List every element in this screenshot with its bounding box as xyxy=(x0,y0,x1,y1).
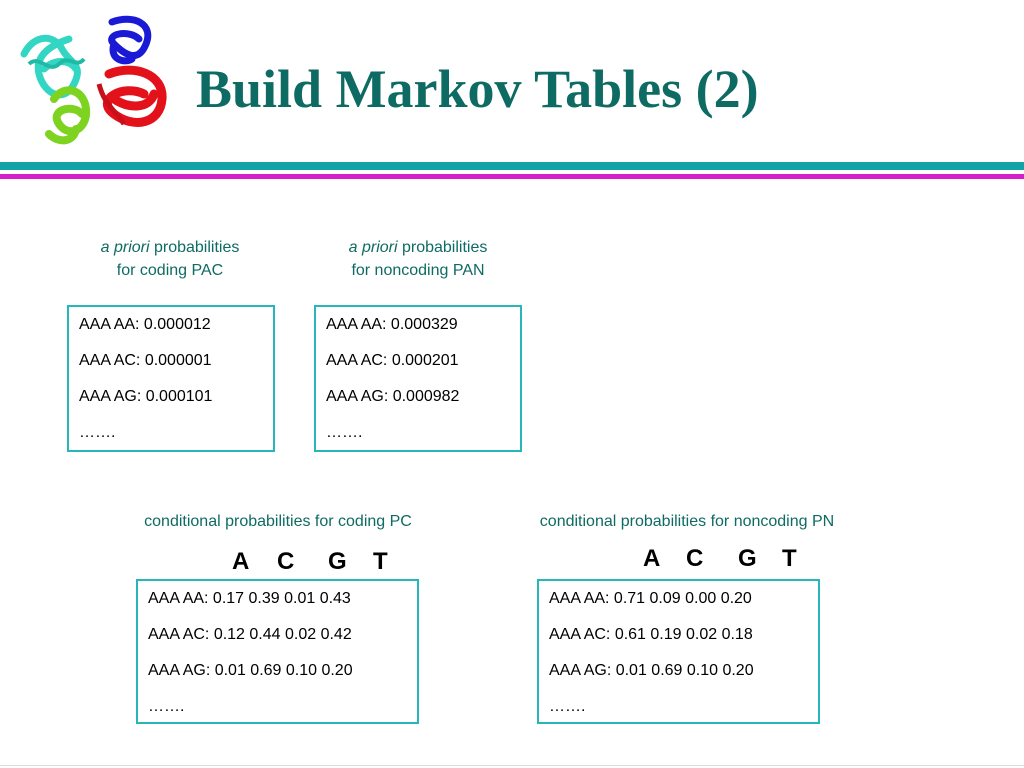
header-divider-teal xyxy=(0,162,1024,170)
page-title: Build Markov Tables (2) xyxy=(196,59,759,119)
table-row-ellipsis: ……. xyxy=(79,424,116,441)
table-row-ellipsis: ……. xyxy=(549,698,586,715)
table-row: AAA AG: 0.01 0.69 0.10 0.20 xyxy=(148,662,353,679)
protein-structure-icon xyxy=(14,14,174,154)
table-row: AAA AG: 0.000101 xyxy=(79,388,213,405)
table-row: AAA AC: 0.000001 xyxy=(79,352,212,369)
table-row: AAA AG: 0.01 0.69 0.10 0.20 xyxy=(549,662,754,679)
table-row: AAA AG: 0.000982 xyxy=(326,388,460,405)
table-row-ellipsis: ……. xyxy=(148,698,185,715)
cond-noncoding-table xyxy=(537,579,820,724)
header-g: G xyxy=(738,545,757,572)
header-a: A xyxy=(643,545,661,572)
header-c: C xyxy=(686,545,704,572)
priori-coding-caption-italic: a priori xyxy=(100,239,150,256)
priori-coding-caption xyxy=(60,236,280,282)
priori-noncoding-caption xyxy=(308,236,528,282)
cond-coding-headers xyxy=(232,550,402,576)
priori-coding-caption-line2: for coding PAC xyxy=(116,262,224,279)
header-g: G xyxy=(328,548,347,575)
header-t: T xyxy=(373,548,388,575)
cond-coding-table xyxy=(136,579,419,724)
table-row-ellipsis: ……. xyxy=(326,424,363,441)
table-row: AAA AA: 0.000012 xyxy=(79,316,211,333)
header-divider-magenta xyxy=(0,174,1024,179)
table-row: AAA AC: 0.12 0.44 0.02 0.42 xyxy=(148,626,352,643)
priori-noncoding-caption-rest: probabilities xyxy=(397,239,488,256)
header-a: A xyxy=(232,548,250,575)
cond-noncoding-headers xyxy=(643,547,813,573)
table-row: AAA AA: 0.71 0.09 0.00 0.20 xyxy=(549,590,752,607)
cond-coding-caption: conditional probabilities for coding PC xyxy=(144,513,412,530)
table-row: AAA AC: 0.000201 xyxy=(326,352,459,369)
priori-coding-table xyxy=(67,305,275,452)
priori-noncoding-table xyxy=(314,305,522,452)
header-c: C xyxy=(277,548,295,575)
footer-divider xyxy=(0,765,1024,766)
table-row: AAA AA: 0.17 0.39 0.01 0.43 xyxy=(148,590,351,607)
priori-noncoding-caption-line2: for noncoding PAN xyxy=(351,262,485,279)
table-row: AAA AA: 0.000329 xyxy=(326,316,458,333)
header-t: T xyxy=(782,545,797,572)
table-row: AAA AC: 0.61 0.19 0.02 0.18 xyxy=(549,626,753,643)
priori-coding-caption-rest: probabilities xyxy=(149,239,240,256)
cond-noncoding-caption: conditional probabilities for noncoding PN xyxy=(539,513,835,530)
priori-noncoding-caption-italic: a priori xyxy=(348,239,398,256)
